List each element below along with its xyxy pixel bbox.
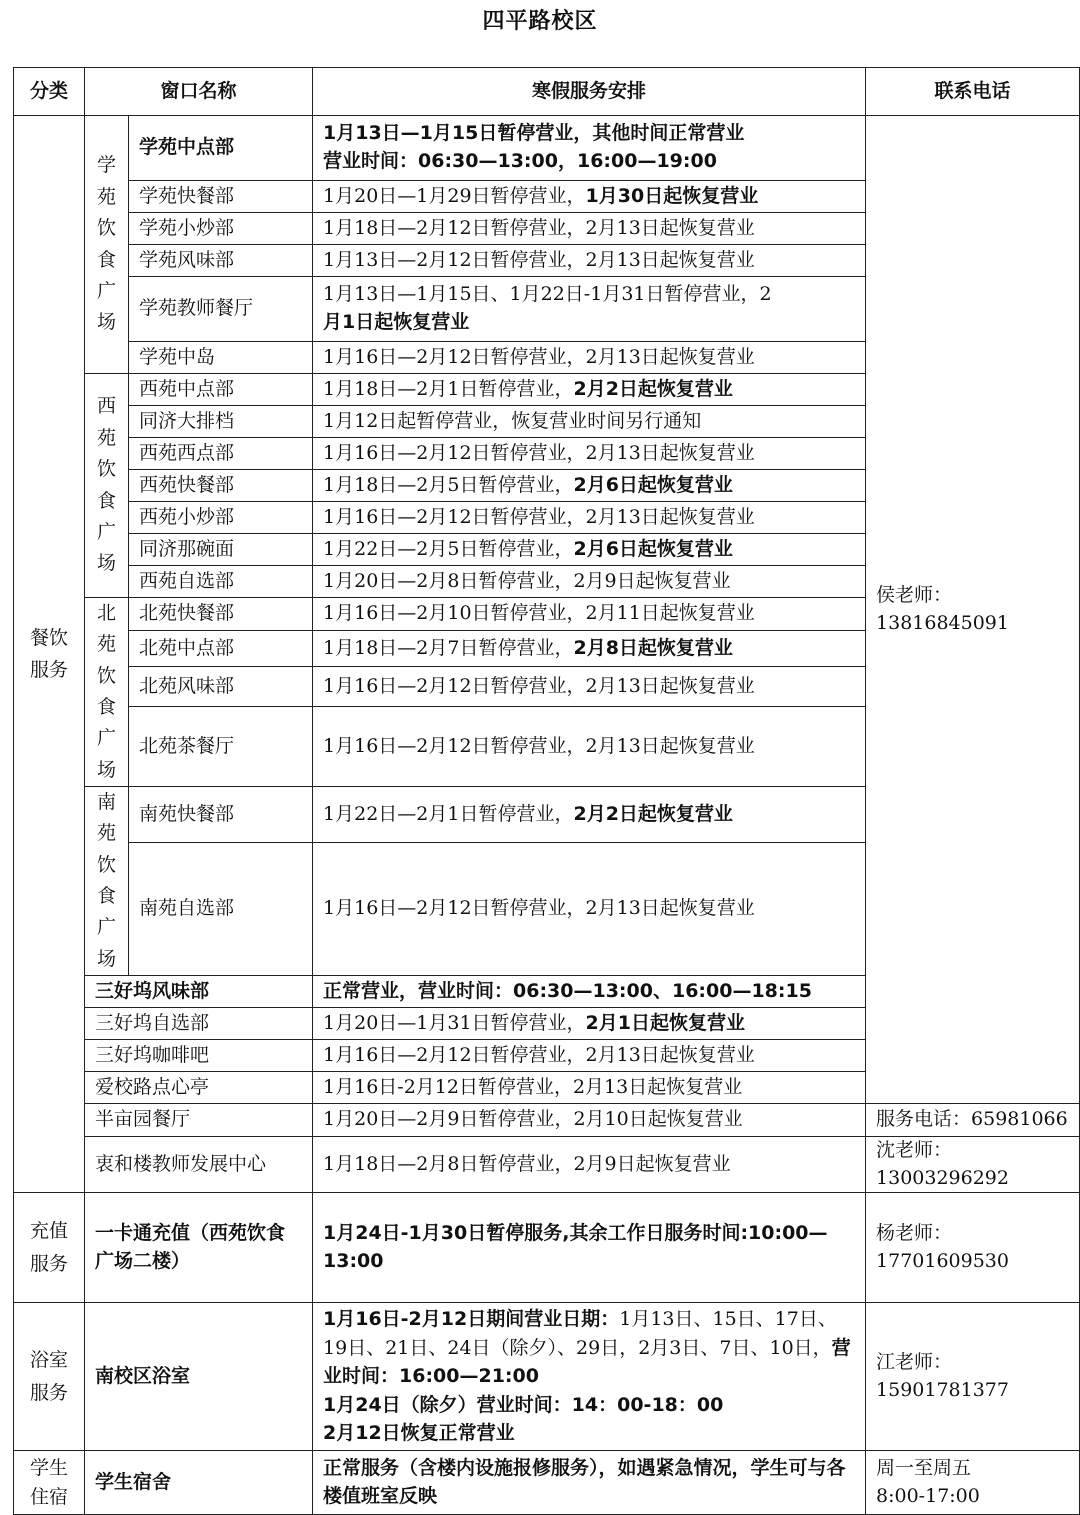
window-name: 北苑中点部	[129, 631, 313, 667]
arrangement: 1月12日起暂停营业，恢复营业时间另行通知	[313, 406, 866, 438]
arrangement: 1月13日—1月15日暂停营业，其他时间正常营业 营业时间：06:30—13:00，16:00—19:00	[313, 116, 866, 181]
window-name: 西苑快餐部	[129, 470, 313, 502]
arrangement: 1月18日—2月8日暂停营业，2月9日起恢复营业	[313, 1137, 866, 1193]
window-name: 西苑自选部	[129, 566, 313, 598]
table-row	[14, 1303, 1080, 1451]
arrangement: 1月16日-2月12日暂停营业，2月13日起恢复营业	[313, 1072, 866, 1104]
arrangement: 1月16日-2月12日期间营业日期：1月13日、15日、17日、19日、21日、24日（除夕）、29日，2月3日、7日、10日，营业时间：16:00—21:00 1月24日（除夕）营业时间：14：00-18：00 2月12日恢复正常营业	[313, 1303, 866, 1451]
arrangement: 1月20日—2月8日暂停营业，2月9日起恢复营业	[313, 566, 866, 598]
arrangement: 1月18日—2月12日暂停营业，2月13日起恢复营业	[313, 213, 866, 245]
window-name: 学苑中岛	[129, 342, 313, 374]
arrangement: 1月20日—1月31日暂停营业，2月1日起恢复营业	[313, 1008, 866, 1040]
category-dorm: 学生住宿	[14, 1451, 85, 1515]
window-name: 同济那碗面	[129, 534, 313, 566]
contact-zhonghe: 沈老师：13003296292	[866, 1137, 1080, 1193]
arrangement: 1月18日—2月1日暂停营业，2月2日起恢复营业	[313, 374, 866, 406]
arrangement: 1月16日—2月12日暂停营业，2月13日起恢复营业	[313, 502, 866, 534]
arrangement: 1月22日—2月1日暂停营业，2月2日起恢复营业	[313, 787, 866, 843]
window-name: 南校区浴室	[85, 1303, 313, 1451]
group-beiyuan: 北苑饮食广场	[85, 598, 129, 787]
arrangement: 正常服务（含楼内设施报修服务），如遇紧急情况，学生可与各楼值班室反映	[313, 1451, 866, 1515]
window-name: 三好坞风味部	[85, 976, 313, 1008]
window-name: 一卡通充值（西苑饮食广场二楼）	[85, 1193, 313, 1303]
window-name: 学苑快餐部	[129, 181, 313, 213]
window-name: 三好坞自选部	[85, 1008, 313, 1040]
arrangement: 1月20日—2月9日暂停营业，2月10日起恢复营业	[313, 1104, 866, 1137]
header-row	[14, 68, 1080, 116]
window-name: 学苑风味部	[129, 245, 313, 277]
table-row	[14, 1193, 1080, 1303]
table-row	[14, 1451, 1080, 1515]
arrangement: 1月16日—2月12日暂停营业，2月13日起恢复营业	[313, 438, 866, 470]
service-table	[13, 67, 1080, 1515]
window-name: 北苑茶餐厅	[129, 707, 313, 787]
group-xueyuan: 学苑饮食广场	[85, 116, 129, 374]
arrangement: 1月24日-1月30日暂停服务,其余工作日服务时间:10:00—13:00	[313, 1193, 866, 1303]
header-arrangement: 寒假服务安排	[313, 68, 866, 116]
table-row	[14, 116, 1080, 181]
window-name: 学苑小炒部	[129, 213, 313, 245]
arrangement: 正常营业，营业时间：06:30—13:00、16:00—18:15	[313, 976, 866, 1008]
contact-banmu: 服务电话：65981066	[866, 1104, 1080, 1137]
arrangement: 1月13日—2月12日暂停营业，2月13日起恢复营业	[313, 245, 866, 277]
group-xiyuan: 西苑饮食广场	[85, 374, 129, 598]
window-name: 北苑快餐部	[129, 598, 313, 631]
category-dining: 餐饮服务	[14, 116, 85, 1193]
header-phone: 联系电话	[866, 68, 1080, 116]
window-name: 南苑自选部	[129, 843, 313, 976]
arrangement: 1月16日—2月12日暂停营业，2月13日起恢复营业	[313, 667, 866, 707]
arrangement: 1月20日—1月29日暂停营业，1月30日起恢复营业	[313, 181, 866, 213]
window-name: 西苑小炒部	[129, 502, 313, 534]
arrangement: 1月16日—2月12日暂停营业，2月13日起恢复营业	[313, 843, 866, 976]
contact-recharge: 杨老师：17701609530	[866, 1193, 1080, 1303]
arrangement: 1月22日—2月5日暂停营业，2月6日起恢复营业	[313, 534, 866, 566]
window-name: 三好坞咖啡吧	[85, 1040, 313, 1072]
arrangement: 1月16日—2月12日暂停营业，2月13日起恢复营业	[313, 1040, 866, 1072]
window-name: 西苑中点部	[129, 374, 313, 406]
category-recharge: 充值服务	[14, 1193, 85, 1303]
category-bath: 浴室服务	[14, 1303, 85, 1451]
window-name: 南苑快餐部	[129, 787, 313, 843]
arrangement: 1月16日—2月12日暂停营业，2月13日起恢复营业	[313, 342, 866, 374]
arrangement: 1月18日—2月7日暂停营业，2月8日起恢复营业	[313, 631, 866, 667]
window-name: 学生宿舍	[85, 1451, 313, 1515]
page-title: 四平路校区	[482, 9, 598, 34]
window-name: 西苑西点部	[129, 438, 313, 470]
contact-dorm: 周一至周五 8:00-17:00	[866, 1451, 1080, 1515]
arrangement: 1月18日—2月5日暂停营业，2月6日起恢复营业	[313, 470, 866, 502]
table-row	[14, 1137, 1080, 1193]
window-name: 北苑风味部	[129, 667, 313, 707]
window-name: 爱校路点心亭	[85, 1072, 313, 1104]
arrangement: 1月13日—1月15日、1月22日-1月31日暂停营业，2 月1日起恢复营业	[313, 277, 866, 342]
window-name: 学苑教师餐厅	[129, 277, 313, 342]
window-name: 同济大排档	[129, 406, 313, 438]
window-name: 半亩园餐厅	[85, 1104, 313, 1137]
header-category: 分类	[14, 68, 85, 116]
group-nanyuan: 南苑饮食广场	[85, 787, 129, 976]
window-name: 衷和楼教师发展中心	[85, 1137, 313, 1193]
arrangement: 1月16日—2月10日暂停营业，2月11日起恢复营业	[313, 598, 866, 631]
contact-dining-main: 侯老师：13816845091	[866, 116, 1080, 1104]
arrangement: 1月16日—2月12日暂停营业，2月13日起恢复营业	[313, 707, 866, 787]
table-row	[14, 1104, 1080, 1137]
header-window: 窗口名称	[85, 68, 313, 116]
window-name: 学苑中点部	[129, 116, 313, 181]
contact-bath: 江老师：15901781377	[866, 1303, 1080, 1451]
